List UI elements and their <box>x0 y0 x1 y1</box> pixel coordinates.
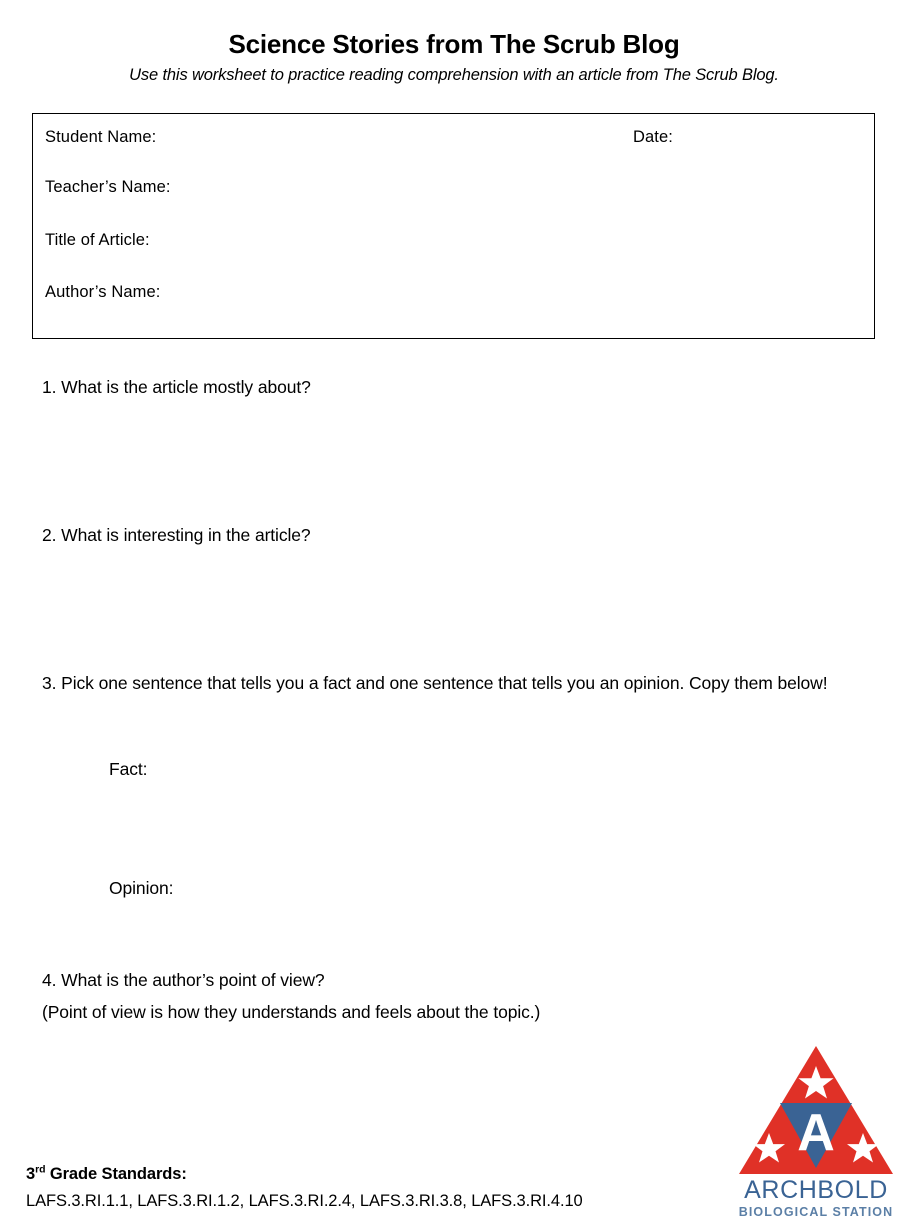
archbold-logo-mark <box>733 1040 899 1180</box>
sub-prompt-fact: Fact: <box>109 759 148 779</box>
field-label-author-name: Author’s Name: <box>45 283 161 301</box>
standards-title-rest: Grade Standards: <box>45 1165 187 1183</box>
field-label-date: Date: <box>633 128 673 146</box>
standards-footer <box>26 1162 583 1214</box>
question-4-note: (Point of view is how they understands and feels about the topic.) <box>42 1002 541 1023</box>
archbold-logo <box>733 1040 899 1226</box>
worksheet-header <box>0 30 908 86</box>
standards-grade-number: 3 <box>26 1165 36 1183</box>
page-title: Science Stories from The Scrub Blog <box>228 29 680 59</box>
question-2: 2. What is interesting in the article? <box>42 525 311 545</box>
standards-title <box>26 1165 187 1183</box>
field-label-student-name: Student Name: <box>45 128 157 146</box>
field-label-title-of-article: Title of Article: <box>45 231 150 249</box>
question-4 <box>42 966 832 1027</box>
sub-prompt-opinion: Opinion: <box>109 878 174 898</box>
page-subtitle: Use this worksheet to practice reading comprehension with an article from The Scrub Blog. <box>129 65 779 84</box>
field-label-teacher-name: Teacher’s Name: <box>45 178 171 196</box>
standards-codes: LAFS.3.RI.1.1, LAFS.3.RI.1.2, LAFS.3.RI.2.4, LAFS.3.RI.3.8, LAFS.3.RI.4.10 <box>26 1191 583 1210</box>
logo-wordmark: ARCHBOLD <box>744 1176 888 1204</box>
question-1: 1. What is the article mostly about? <box>42 377 311 397</box>
logo-letter-a: A <box>797 1104 835 1162</box>
student-info-box <box>32 113 875 339</box>
standards-grade-suffix: rd <box>35 1163 46 1176</box>
question-3: 3. Pick one sentence that tells you a fact and one sentence that tells you an opinion. Copy them below! <box>42 673 828 693</box>
triangle-logo-icon <box>733 1040 899 1180</box>
logo-tagline: BIOLOGICAL STATION <box>738 1205 894 1219</box>
question-4-text: 4. What is the author’s point of view? <box>42 970 325 990</box>
